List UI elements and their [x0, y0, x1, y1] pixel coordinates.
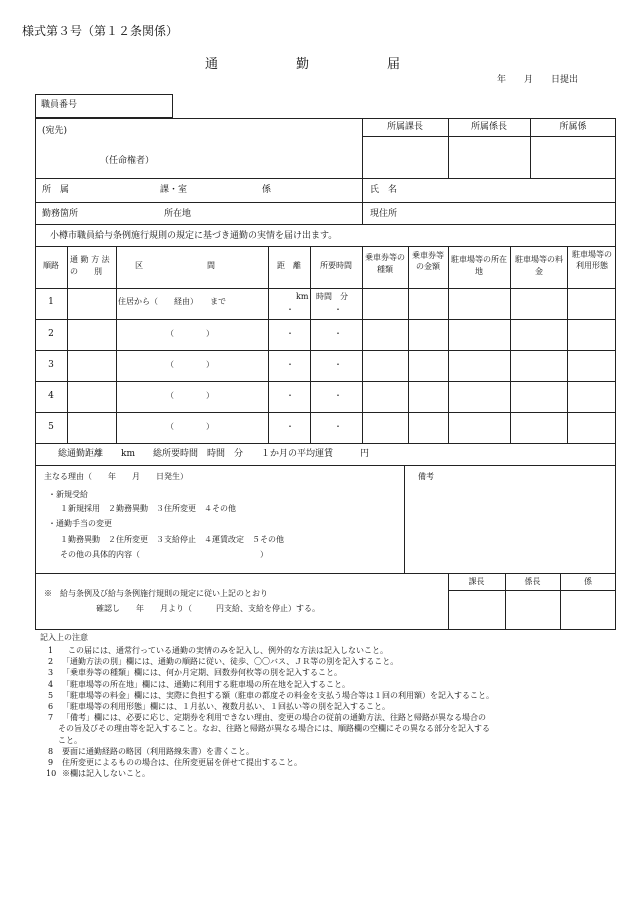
- row-4-time-dot[interactable]: ・: [334, 391, 342, 400]
- submission-date: 年 月 日提出: [497, 75, 579, 85]
- note-item: こと。: [58, 735, 82, 745]
- remarks-field[interactable]: [406, 486, 614, 571]
- col-section: 区 間: [135, 261, 215, 270]
- note-item: 2 「通勤方法の別」欄には、通勤の順路に従い、徒歩、〇〇バス、ＪＲ等の別を記入すること。: [48, 657, 399, 667]
- notes-list: [40, 647, 616, 781]
- row-5-section[interactable]: （ ）: [166, 422, 214, 431]
- col-parking-location: 駐車場等の所在地: [451, 255, 507, 276]
- col-ticket-type: 乗車券等の種類: [365, 253, 405, 274]
- workplace-address-label: 所在地: [164, 209, 192, 219]
- note-item: 10 ※欄は記入しないこと。: [46, 769, 150, 779]
- stamp-section-chief[interactable]: [363, 137, 448, 178]
- row-2-time-dot[interactable]: ・: [334, 329, 342, 338]
- row-5-order: 5: [48, 422, 54, 432]
- row-2-distance-dot[interactable]: ・: [286, 329, 294, 338]
- row-3-distance-dot[interactable]: ・: [286, 360, 294, 369]
- col-method: 通 勤 方 法 の 別: [70, 255, 110, 276]
- approver-subsection-chief: 所属係長: [470, 122, 507, 132]
- staff-number-label: 職員番号: [41, 100, 78, 110]
- col-time: 所要時間: [320, 261, 352, 270]
- approver-section-chief: 所属課長: [386, 122, 423, 132]
- row-4-section[interactable]: （ ）: [166, 391, 214, 400]
- row-1-distance-unit: km: [296, 292, 309, 301]
- notes-heading: 記入上の注意: [40, 633, 88, 642]
- row-1-time-unit: 時間 分: [316, 292, 348, 301]
- row-3-time-dot[interactable]: ・: [334, 360, 342, 369]
- name-label: 氏 名: [370, 185, 398, 195]
- reason-change: ・通勤手当の変更: [48, 519, 112, 528]
- current-address-label: 現住所: [370, 209, 398, 219]
- col-parking-usage: 駐車場等の利用形態: [572, 250, 612, 270]
- row-1-section[interactable]: 住居から（ 経由） まで: [118, 297, 226, 306]
- bottom-approver-chief: 課長: [468, 577, 485, 586]
- note-item: 8 要面に通勤経路の略図（利用路線朱書）を書くこと。: [48, 746, 254, 756]
- confirmation-line-1: ※ 給与条例及び給与条例施行規則の規定に従い上記のとおり: [44, 589, 268, 598]
- note-item: 4 「駐車場等の所在地」欄には、通勤に利用する駐車場の所在地を記入すること。: [48, 679, 350, 689]
- approver-staff: 所属係: [559, 122, 587, 132]
- workplace-label: 勤務箇所: [42, 209, 79, 219]
- name-field[interactable]: [410, 180, 614, 202]
- row-1-time-dot[interactable]: ・: [334, 305, 342, 314]
- note-item: 1 この届には、通常行っている通勤の実情のみを記入し、例外的な方法は記入しないこと。: [48, 646, 388, 655]
- col-parking-fee: 駐車場等の料 金: [515, 255, 579, 276]
- row-3-order: 3: [48, 360, 54, 370]
- current-address-field[interactable]: [410, 204, 614, 224]
- appointer-label: （任命権者）: [100, 156, 155, 166]
- division-label: 課・室: [160, 185, 188, 195]
- stamp-staff[interactable]: [531, 137, 615, 178]
- row-1-order: 1: [48, 297, 54, 307]
- note-item: 7 「備考」欄には、必要に応じ、定期券を利用できない理由、変更の場合の従前の通勤方法、往路と帰路が異なる場合の: [48, 713, 486, 723]
- reason-new-hire: ・新規受給: [48, 490, 88, 499]
- addressee-label: (宛先): [42, 126, 68, 136]
- bottom-approver-staff: 係: [584, 577, 592, 586]
- note-item: 3 「乗車券等の種類」欄には、何か月定期、回数券何枚等の別を記入すること。: [48, 668, 342, 678]
- remarks-label: 備考: [418, 472, 434, 481]
- affiliation-label: 所 属: [42, 185, 70, 195]
- note-item: 6 「駐車場等の利用形態」欄には、１月払い、複数月払い、１回払い等の別を記入すること。: [48, 701, 390, 711]
- totals-line: 総通勤距離 km 総所要時間 時間 分 １か月の平均運賃 円: [58, 449, 369, 459]
- staff-number-field[interactable]: [35, 94, 173, 118]
- reason-change-options[interactable]: １勤務異動 ２住所変更 ３支給停止 ４運賃改定 ５その他: [60, 535, 284, 544]
- note-item: その旨及びその理由等を記入すること。なお、往路と帰路が異なる場合には、順路欄の空欄にその異なる部分を記入する: [58, 724, 490, 734]
- row-3-section[interactable]: （ ）: [166, 360, 214, 369]
- row-2-order: 2: [48, 329, 54, 339]
- col-order: 順路: [43, 261, 59, 270]
- row-5-distance-dot[interactable]: ・: [286, 422, 294, 431]
- col-distance: 距 離: [277, 261, 301, 270]
- reason-heading: 主なる理由（ 年 月 日発生）: [44, 472, 188, 481]
- stamp-subsection-chief[interactable]: [449, 137, 530, 178]
- row-4-distance-dot[interactable]: ・: [286, 391, 294, 400]
- note-item: 9 住所変更によるものの場合は、住所変更届を併せて提出すること。: [48, 757, 302, 767]
- page-title: 通 勤 届: [205, 57, 401, 72]
- section-label: 係: [262, 185, 272, 195]
- col-ticket-amount: 乗車券等の金額: [412, 251, 444, 271]
- reason-other-details[interactable]: その他の具体的内容（ ）: [60, 550, 268, 559]
- row-4-order: 4: [48, 391, 54, 401]
- bottom-approver-subchief: 係長: [524, 577, 541, 586]
- row-1-distance-dot[interactable]: ・: [286, 305, 294, 314]
- declaration-statement: 小樽市職員給与条例施行規則の規定に基づき通勤の実情を届け出ます。: [50, 231, 338, 241]
- note-item: 5 「駐車場等の料金」欄には、実際に負担する額（駐車の都度その料金を支払う場合等は１回の利用額）を記入すること。: [48, 690, 494, 700]
- row-2-section[interactable]: （ ）: [166, 329, 214, 338]
- confirmation-line-2: 確認し 年 月より（ 円支給、支給を停止）する。: [96, 604, 320, 613]
- form-number-label: 様式第３号（第１２条関係）: [22, 24, 179, 38]
- reason-new-hire-options[interactable]: １新規採用 ２勤務異動 ３住所変更 ４その他: [60, 504, 236, 513]
- row-5-time-dot[interactable]: ・: [334, 422, 342, 431]
